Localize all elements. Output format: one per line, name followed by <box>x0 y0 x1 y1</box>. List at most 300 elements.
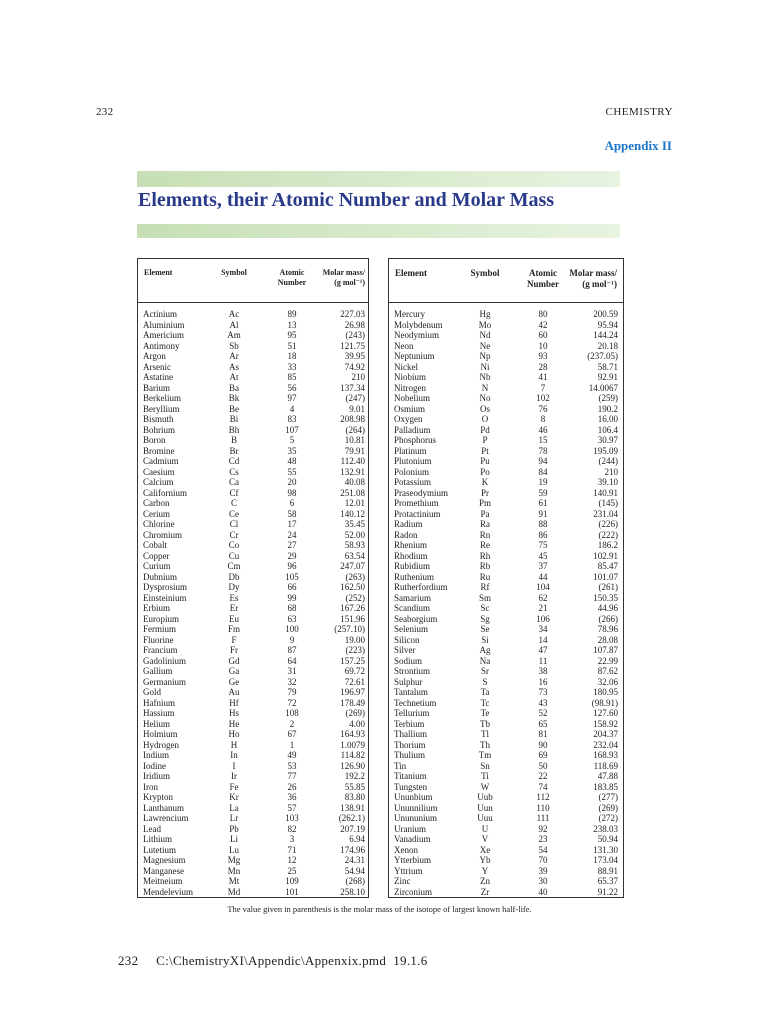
molar-mass: 92.91 <box>597 372 618 382</box>
element-name: Caesium <box>143 466 175 477</box>
element-symbol: Ar <box>229 351 239 361</box>
element-name: Magnesium <box>143 855 186 865</box>
atomic-number: 63 <box>287 613 297 624</box>
element-symbol: Hf <box>229 697 239 708</box>
molar-mass: (237.05) <box>587 351 618 361</box>
element-symbol: Zr <box>480 886 490 897</box>
element-symbol: Cl <box>229 519 239 529</box>
element-symbol: Kr <box>229 792 239 802</box>
table-footnote: The value given in parenthesis is the molar mass of the isotope of largest known half-life. <box>227 904 532 914</box>
element-symbol: Ba <box>229 382 239 393</box>
atomic-number: 7 <box>540 382 546 393</box>
table-row <box>389 666 623 677</box>
atomic-number: 37 <box>538 561 548 571</box>
element-symbol: Nd <box>479 330 491 340</box>
element-symbol: Cs <box>229 466 239 477</box>
element-symbol: Ge <box>228 676 240 687</box>
molar-mass: 112.40 <box>340 456 365 466</box>
molar-mass: (259) <box>598 393 618 403</box>
atomic-number: 59 <box>538 487 548 498</box>
atomic-number: 107 <box>285 424 299 435</box>
molar-mass: 39.95 <box>344 351 365 361</box>
atomic-number: 76 <box>538 403 548 414</box>
molar-mass: (269) <box>598 802 618 813</box>
molar-mass: (247) <box>345 393 365 403</box>
elements-table-right <box>388 258 624 898</box>
subject-header: CHEMISTRY <box>605 106 673 118</box>
element-symbol: Uub <box>477 792 493 802</box>
element-name: Americium <box>143 330 184 340</box>
element-name: Meitneium <box>143 876 183 886</box>
element-name: Ytterbium <box>394 855 431 865</box>
molar-mass: (252) <box>345 592 365 603</box>
element-symbol: Md <box>227 886 241 897</box>
element-symbol: Sr <box>480 666 489 676</box>
element-name: Zirconium <box>394 886 432 897</box>
element-symbol: Cf <box>229 487 239 498</box>
element-name: Antimony <box>143 340 180 351</box>
atomic-number: 108 <box>285 708 299 718</box>
element-name: Dubnium <box>143 571 178 582</box>
element-name: Rhenium <box>394 540 427 550</box>
molar-mass: 207.19 <box>340 823 365 834</box>
table-row <box>138 540 368 551</box>
atomic-number: 26 <box>287 781 297 792</box>
element-symbol: As <box>228 361 239 372</box>
molar-mass: 195.09 <box>593 445 618 456</box>
table-row <box>138 687 368 698</box>
table-row <box>389 351 623 362</box>
molar-mass: 127.60 <box>593 708 618 718</box>
atomic-number: 81 <box>538 729 548 739</box>
table-row <box>138 498 368 509</box>
molar-mass: 158.92 <box>593 718 618 729</box>
atomic-number: 41 <box>538 372 548 382</box>
molar-mass: 12.01 <box>344 498 365 508</box>
molar-mass: (268) <box>345 876 365 886</box>
molar-mass: 58.93 <box>344 540 365 550</box>
table-row <box>138 656 368 667</box>
molar-mass: 101.07 <box>593 571 618 582</box>
element-symbol: Ag <box>479 645 491 655</box>
element-symbol: Li <box>230 834 238 844</box>
element-name: Bismuth <box>143 414 174 424</box>
molar-mass: 22.99 <box>597 655 618 666</box>
element-name: Beryllium <box>143 403 180 414</box>
molar-mass: (263) <box>345 571 365 582</box>
atomic-number: 99 <box>287 592 297 603</box>
table-row <box>138 572 368 583</box>
element-name: Promethium <box>394 498 439 508</box>
atomic-number: 89 <box>287 309 297 319</box>
table-row <box>389 887 623 898</box>
table-row <box>389 855 623 866</box>
atomic-number: 44 <box>538 571 548 582</box>
atomic-number: 40 <box>538 886 548 897</box>
atomic-number: 2 <box>289 718 295 729</box>
element-name: Radon <box>394 529 418 540</box>
table-row <box>138 425 368 436</box>
atomic-number: 86 <box>538 529 548 540</box>
header-atomic-number: Atomic Number <box>277 268 307 287</box>
element-name: Einsteinium <box>143 592 187 603</box>
atomic-number: 83 <box>287 414 297 424</box>
element-symbol: S <box>482 676 488 687</box>
molar-mass: 63.54 <box>344 550 365 561</box>
atomic-number: 88 <box>538 519 548 529</box>
molar-mass: 107.87 <box>593 645 618 655</box>
atomic-number: 29 <box>287 550 297 561</box>
table-row <box>389 708 623 719</box>
atomic-number: 27 <box>287 540 297 550</box>
molar-mass: 183.85 <box>593 781 618 792</box>
molar-mass: 164.93 <box>340 729 365 739</box>
atomic-number: 64 <box>287 655 297 666</box>
atomic-number: 111 <box>536 813 550 823</box>
atomic-number: 25 <box>287 865 297 876</box>
table-row <box>138 341 368 352</box>
element-name: Rubidium <box>394 561 431 571</box>
atomic-number: 78 <box>538 445 548 456</box>
element-name: Nobelium <box>394 393 430 403</box>
title-band-bottom <box>137 224 620 238</box>
molar-mass: 24.31 <box>344 855 365 865</box>
element-symbol: Ta <box>480 687 490 697</box>
table-row <box>389 635 623 646</box>
table-row <box>389 456 623 467</box>
table-row <box>389 540 623 551</box>
element-name: Arsenic <box>143 361 171 372</box>
table-header <box>138 259 368 303</box>
molar-mass: 232.04 <box>593 739 618 750</box>
page-number: 232 <box>96 106 114 118</box>
element-name: Lawrencium <box>143 813 189 823</box>
table-row <box>389 362 623 373</box>
atomic-number: 21 <box>538 603 548 613</box>
atomic-number: 57 <box>287 802 297 813</box>
molar-mass: 4.00 <box>349 718 365 729</box>
molar-mass: 9.01 <box>349 403 365 414</box>
atomic-number: 100 <box>285 624 299 634</box>
element-symbol: Mt <box>228 876 240 886</box>
element-symbol: Au <box>228 687 240 697</box>
atomic-number: 36 <box>287 792 297 802</box>
molar-mass: 247.07 <box>340 561 365 571</box>
molar-mass: 79.91 <box>344 445 365 456</box>
table-row <box>389 309 623 320</box>
element-name: Lead <box>143 823 161 834</box>
element-name: Scandium <box>394 603 430 613</box>
header-element: Element <box>144 268 173 277</box>
atomic-number: 19 <box>538 477 548 487</box>
atomic-number: 49 <box>287 750 297 760</box>
element-name: Praseodymium <box>394 487 448 498</box>
molar-mass: 44.96 <box>597 603 618 613</box>
element-symbol: Sb <box>229 340 239 351</box>
table-row <box>138 435 368 446</box>
table-row <box>389 645 623 656</box>
atomic-number: 67 <box>287 729 297 739</box>
element-symbol: Ac <box>228 309 240 319</box>
molar-mass: 144.24 <box>593 330 618 340</box>
element-symbol: Rf <box>480 582 490 592</box>
molar-mass: 131.30 <box>593 844 618 855</box>
element-symbol: Hs <box>228 708 239 718</box>
element-symbol: Ru <box>479 571 491 582</box>
table-row <box>138 834 368 845</box>
table-row <box>389 603 623 614</box>
molar-mass: 151.96 <box>340 613 365 624</box>
table-row <box>138 509 368 520</box>
element-name: Silicon <box>394 634 420 645</box>
element-symbol: W <box>480 781 490 792</box>
table-row <box>389 435 623 446</box>
element-symbol: Ra <box>480 519 490 529</box>
header-symbol: Symbol <box>221 268 247 277</box>
table-row <box>389 509 623 520</box>
element-name: Cerium <box>143 508 170 519</box>
molar-mass: 210 <box>604 466 618 477</box>
element-name: Technetium <box>394 697 437 708</box>
element-name: Berkelium <box>143 393 181 403</box>
table-row <box>138 887 368 898</box>
molar-mass: 87.62 <box>597 666 618 676</box>
table-row <box>138 771 368 782</box>
element-symbol: Ca <box>229 477 239 487</box>
atomic-number: 30 <box>538 876 548 886</box>
molar-mass: (145) <box>598 498 618 508</box>
molar-mass: 35.45 <box>344 519 365 529</box>
header-symbol: Symbol <box>470 268 500 278</box>
header-molar-mass: Molar mass/ (g mol⁻¹) <box>569 268 617 289</box>
element-name: Curium <box>143 561 171 571</box>
molar-mass: 180.95 <box>593 687 618 697</box>
element-name: Neodymium <box>394 330 439 340</box>
element-name: Tantalum <box>394 687 428 697</box>
element-symbol: Cr <box>229 529 239 540</box>
molar-mass: 140.91 <box>593 487 618 498</box>
table-row <box>138 845 368 856</box>
element-symbol: Rn <box>479 529 491 540</box>
element-name: Phosphorus <box>394 435 437 445</box>
element-symbol: K <box>481 477 489 487</box>
table-row <box>138 488 368 499</box>
element-symbol: Be <box>229 403 239 414</box>
atomic-number: 9 <box>289 634 295 645</box>
element-name: Cadmium <box>143 456 179 466</box>
molar-mass: 1.0079 <box>340 739 365 750</box>
element-name: Thulium <box>394 750 425 760</box>
element-name: Unununium <box>394 813 438 823</box>
atomic-number: 33 <box>287 361 297 372</box>
element-symbol: Ir <box>231 771 237 781</box>
molar-mass: 40.08 <box>344 477 365 487</box>
molar-mass: 78.96 <box>597 624 618 634</box>
table-row <box>138 551 368 562</box>
molar-mass: 72.61 <box>344 676 365 687</box>
element-name: Polonium <box>394 466 430 477</box>
element-name: Cobalt <box>143 540 167 550</box>
table-row <box>138 792 368 803</box>
atomic-number: 106 <box>536 613 550 624</box>
table-row <box>138 866 368 877</box>
element-name: Terbium <box>394 718 425 729</box>
table-row <box>138 603 368 614</box>
molar-mass: 174.96 <box>340 844 365 855</box>
table-row <box>389 824 623 835</box>
element-symbol: Co <box>228 540 240 550</box>
element-name: Ununbium <box>394 792 433 802</box>
table-row <box>389 614 623 625</box>
atomic-number: 28 <box>538 361 548 372</box>
molar-mass: (269) <box>345 708 365 718</box>
element-symbol: U <box>481 823 489 834</box>
table-row <box>389 488 623 499</box>
element-symbol: Th <box>480 739 490 750</box>
element-symbol: Gd <box>228 655 240 666</box>
atomic-number: 11 <box>538 655 548 666</box>
element-name: Europium <box>143 613 179 624</box>
table-row <box>389 425 623 436</box>
table-row <box>138 666 368 677</box>
element-name: Bohrium <box>143 424 176 435</box>
atomic-number: 97 <box>287 393 297 403</box>
table-row <box>389 383 623 394</box>
element-name: Hafnium <box>143 697 175 708</box>
table-row <box>138 519 368 530</box>
element-symbol: Te <box>480 708 490 718</box>
element-symbol: Eu <box>229 613 239 624</box>
element-name: Protactinium <box>394 508 441 519</box>
molar-mass: (244) <box>598 456 618 466</box>
element-symbol: Fr <box>229 645 238 655</box>
atomic-number: 22 <box>538 771 548 781</box>
table-row <box>138 404 368 415</box>
molar-mass: 238.03 <box>593 823 618 834</box>
atomic-number: 1 <box>289 739 295 750</box>
molar-mass: 14.0067 <box>588 382 618 393</box>
table-row <box>138 813 368 824</box>
table-row <box>138 761 368 772</box>
element-name: Californium <box>143 487 187 498</box>
element-symbol: Pa <box>480 508 490 519</box>
table-row <box>389 834 623 845</box>
element-name: Francium <box>143 645 178 655</box>
element-symbol: He <box>228 718 240 729</box>
element-name: Holmium <box>143 729 178 739</box>
table-row <box>138 708 368 719</box>
table-row <box>138 624 368 635</box>
element-symbol: Tb <box>480 718 490 729</box>
element-symbol: Uun <box>477 802 493 813</box>
element-symbol: At <box>229 372 239 382</box>
element-name: Carbon <box>143 498 170 508</box>
table-row <box>389 593 623 604</box>
element-name: Selenium <box>394 624 428 634</box>
element-name: Rhodium <box>394 550 428 561</box>
table-row <box>389 750 623 761</box>
element-symbol: Ho <box>228 729 240 739</box>
element-name: Nickel <box>394 361 418 372</box>
table-row <box>389 320 623 331</box>
element-name: Lanthanum <box>143 802 184 813</box>
table-row <box>389 404 623 415</box>
molar-mass: 167.26 <box>340 603 365 613</box>
molar-mass: 28.08 <box>597 634 618 645</box>
atomic-number: 103 <box>285 813 299 823</box>
atomic-number: 93 <box>538 351 548 361</box>
element-symbol: Si <box>481 634 489 645</box>
atomic-number: 102 <box>536 393 550 403</box>
table-row <box>389 341 623 352</box>
molar-mass: 85.47 <box>597 561 618 571</box>
table-row <box>138 855 368 866</box>
element-symbol: Pd <box>480 424 490 435</box>
molar-mass: (98.91) <box>591 697 618 708</box>
element-symbol: O <box>481 414 489 424</box>
atomic-number: 69 <box>538 750 548 760</box>
atomic-number: 72 <box>287 697 297 708</box>
atomic-number: 47 <box>538 645 548 655</box>
element-name: Argon <box>143 351 166 361</box>
atomic-number: 60 <box>538 330 548 340</box>
molar-mass: 32.06 <box>597 676 618 687</box>
element-name: Thorium <box>394 739 426 750</box>
header-molar-mass: Molar mass/ (g mol⁻¹) <box>322 268 365 287</box>
atomic-number: 55 <box>287 466 297 477</box>
element-name: Fluorine <box>143 634 174 645</box>
atomic-number: 84 <box>538 466 548 477</box>
element-symbol: Zn <box>480 876 490 886</box>
table-row <box>138 456 368 467</box>
element-symbol: Lu <box>229 844 239 855</box>
molar-mass: 190.2 <box>597 403 618 414</box>
atomic-number: 32 <box>287 676 297 687</box>
element-symbol: Rh <box>479 550 491 561</box>
element-symbol: Mn <box>227 865 241 876</box>
element-name: Osmium <box>394 403 426 414</box>
element-symbol: Mo <box>478 319 492 330</box>
atomic-number: 92 <box>538 823 548 834</box>
element-name: Sodium <box>394 655 423 666</box>
atomic-number: 62 <box>538 592 548 603</box>
atomic-number: 65 <box>538 718 548 729</box>
atomic-number: 45 <box>538 550 548 561</box>
element-name: Indium <box>143 750 169 760</box>
atomic-number: 43 <box>538 697 548 708</box>
table-row <box>138 414 368 425</box>
element-symbol: La <box>229 802 239 813</box>
element-symbol: Pu <box>480 456 490 466</box>
molar-mass: 227.03 <box>340 309 365 319</box>
atomic-number: 50 <box>538 760 548 771</box>
atomic-number: 105 <box>285 571 299 582</box>
element-symbol: Sm <box>478 592 491 603</box>
element-symbol: Am <box>227 330 241 340</box>
appendix-label: Appendix II <box>604 138 672 153</box>
element-symbol: I <box>232 760 236 771</box>
element-symbol: In <box>230 750 238 760</box>
molar-mass: 121.75 <box>340 340 365 351</box>
molar-mass: 162.50 <box>340 582 365 592</box>
element-name: Calcium <box>143 477 174 487</box>
molar-mass: 168.93 <box>593 750 618 760</box>
atomic-number: 53 <box>287 760 297 771</box>
title-band-top <box>137 171 620 187</box>
molar-mass: 200.59 <box>593 309 618 319</box>
element-symbol: Np <box>479 351 491 361</box>
element-symbol: Ne <box>479 340 491 351</box>
